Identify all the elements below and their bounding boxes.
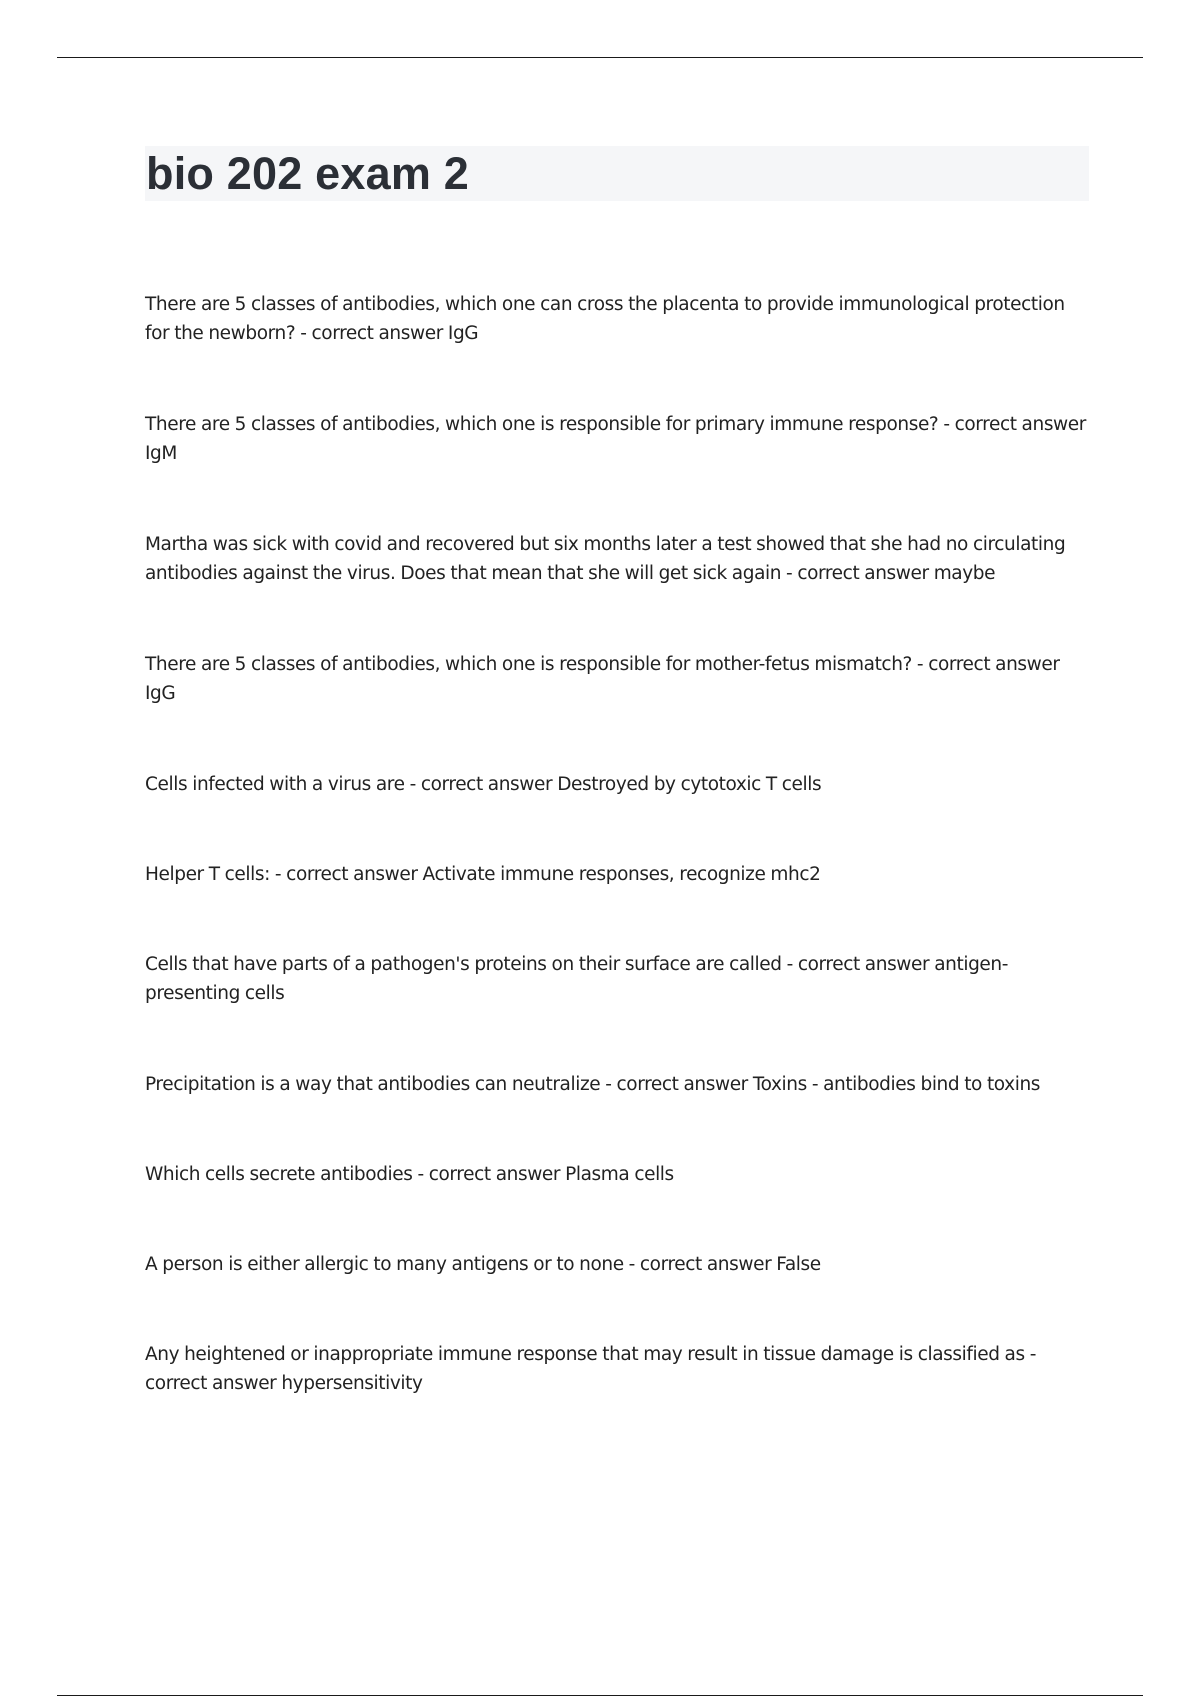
answer-text: antigen-presenting cells: [145, 954, 1008, 1004]
answer-text: hypersensitivity: [281, 1373, 423, 1394]
answer-text: IgG: [447, 323, 479, 344]
answer-separator: - correct answer: [269, 864, 423, 885]
answer-text: False: [776, 1254, 821, 1275]
answer-separator: - correct answer: [781, 563, 934, 584]
answer-text: Destroyed by cytotoxic T cells: [557, 774, 822, 795]
answer-text: maybe: [933, 563, 996, 584]
answer-separator: - correct answer: [938, 414, 1086, 435]
answer-text: IgG: [145, 683, 176, 704]
question-item-11: [145, 1340, 1090, 1398]
question-text: Precipitation is a way that antibodies can neutralize: [145, 1074, 601, 1095]
page-title: bio 202 exam 2: [146, 148, 469, 199]
answer-separator: - correct answer: [911, 654, 1060, 675]
answer-text: Activate immune responses, recognize mhc2: [422, 864, 821, 885]
question-text: Any heightened or inappropriate immune response that may result in tissue damage is classified as: [145, 1344, 1025, 1365]
answer-separator: - correct answer: [781, 954, 935, 975]
answer-separator: - correct answer: [623, 1254, 777, 1275]
answer-separator: - correct answer: [295, 323, 448, 344]
question-text: Which cells secrete antibodies: [145, 1164, 413, 1185]
question-item-1: [145, 290, 1090, 348]
question-text: Cells that have parts of a pathogen's proteins on their surface are called: [145, 954, 782, 975]
question-item-8: [145, 1070, 1090, 1099]
question-item-7: [145, 950, 1090, 1008]
question-text: Helper T cells:: [145, 864, 270, 885]
question-item-5: [145, 770, 1090, 799]
question-text: There are 5 classes of antibodies, which one is responsible for primary immune response?: [145, 414, 939, 435]
answer-text: Toxins - antibodies bind to toxins: [752, 1074, 1041, 1095]
question-item-4: [145, 650, 1090, 708]
question-text: There are 5 classes of antibodies, which one is responsible for mother-fetus mismatch?: [145, 654, 912, 675]
answer-separator: - correct answer: [145, 1344, 1036, 1394]
answer-separator: - correct answer: [412, 1164, 566, 1185]
question-text: Cells infected with a virus are: [145, 774, 405, 795]
answer-text: IgM: [145, 443, 177, 464]
answer-separator: - correct answer: [404, 774, 558, 795]
top-rule: [57, 57, 1143, 58]
answer-text: Plasma cells: [565, 1164, 674, 1185]
answer-separator: - correct answer: [600, 1074, 753, 1095]
question-item-6: [145, 860, 1090, 889]
question-item-3: [145, 530, 1090, 588]
question-text: Martha was sick with covid and recovered but six months later a test showed that she had no circulating antibodies against the virus. Does that mean that she will get sick again: [145, 534, 1066, 584]
question-item-10: [145, 1250, 1090, 1279]
question-text: There are 5 classes of antibodies, which one can cross the placenta to provide immunological protection for the newborn?: [145, 294, 1065, 344]
question-item-9: [145, 1160, 1090, 1189]
question-text: A person is either allergic to many antigens or to none: [145, 1254, 624, 1275]
bottom-rule: [57, 1695, 1143, 1696]
question-item-2: [145, 410, 1090, 468]
